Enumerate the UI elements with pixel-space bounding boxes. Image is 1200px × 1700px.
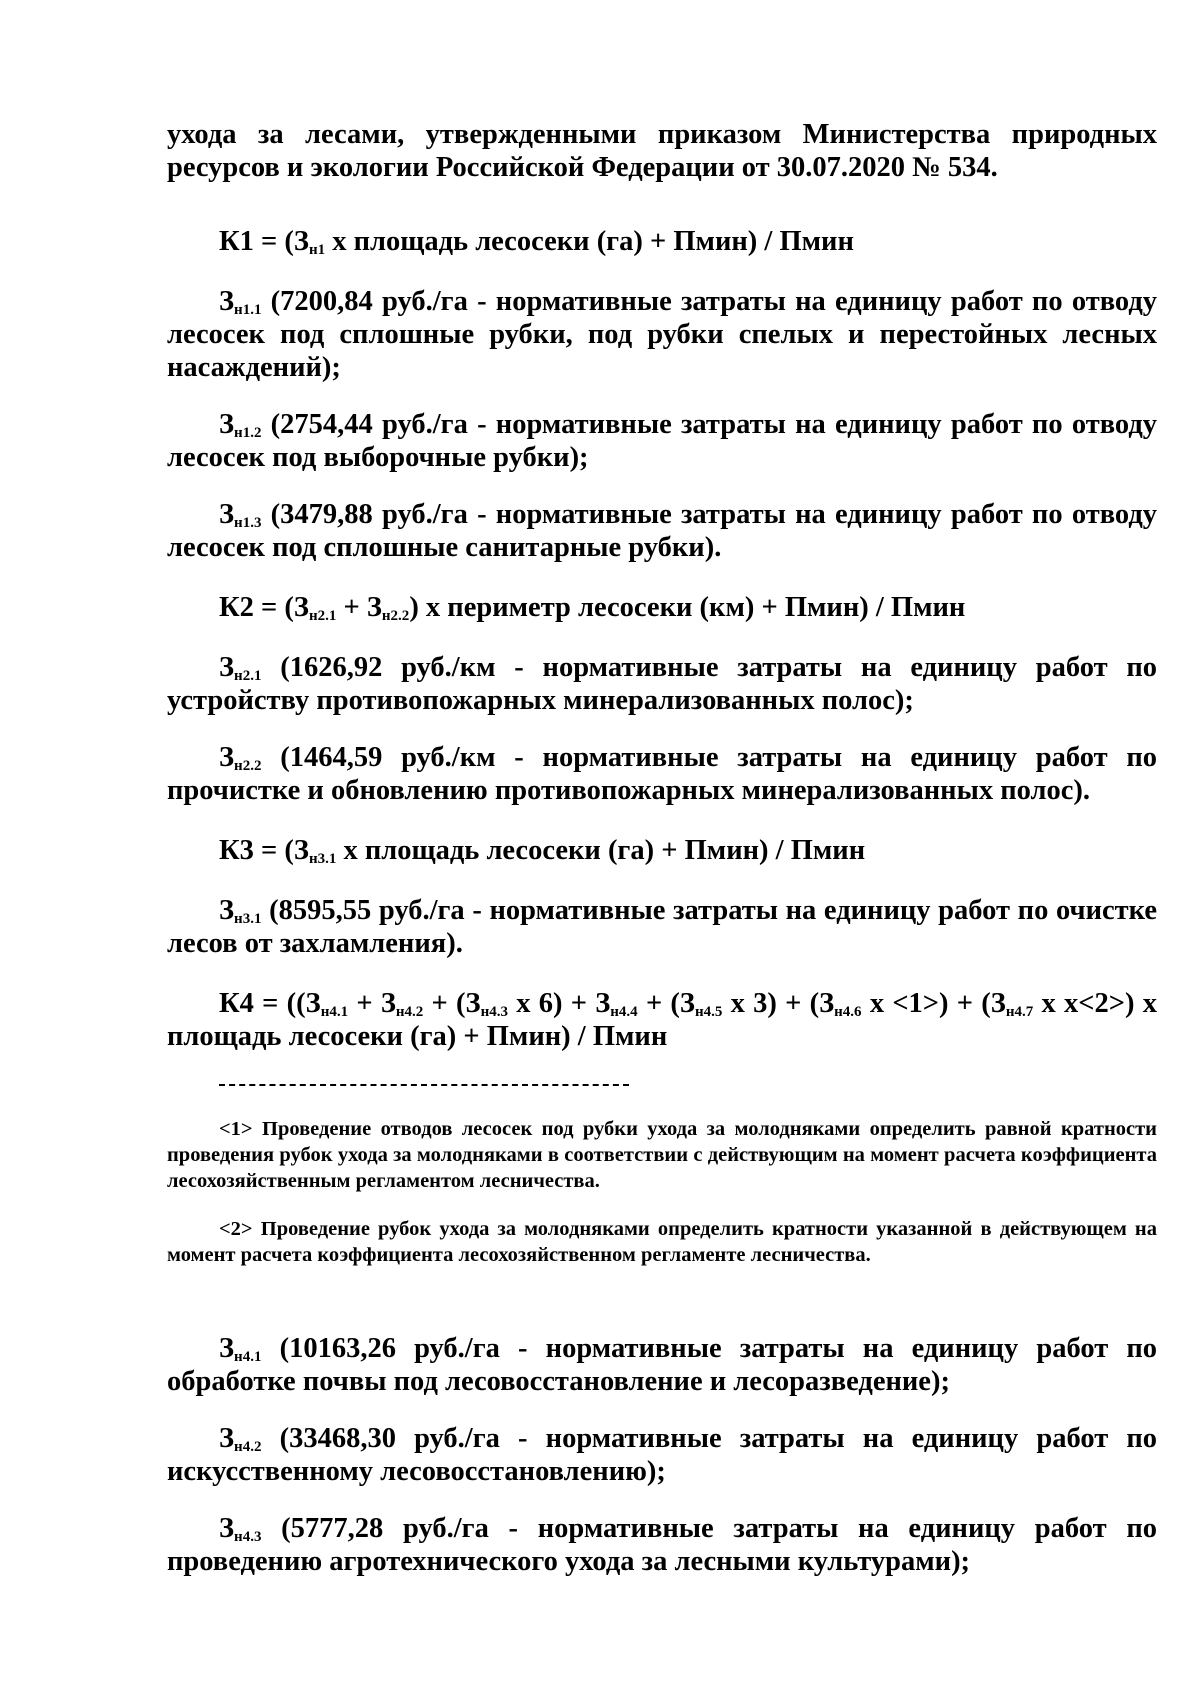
footnote-1: <1> Проведение отводов лесосек под рубки ухода за молодняками определить равной кратности проведения рубок ухода за молодняками в соответствии с действующим на момент расчета коэффициента лесохозяйственным регламентом лесничества.: [167, 1118, 1157, 1192]
document-page: [167, 118, 1157, 1578]
k1-formula: $К1 = (З_{н1}$ х площадь лесосеки (га) + Пмин) / Пмин: [219, 226, 854, 258]
k3-formula: $К3 = (З_{н3.1}$ х площадь лесосеки (га) + Пмин) / Пмин: [219, 835, 866, 867]
footnote-2: <2> Проведение рубок ухода за молодняками определить кратности указанной в действующем на момент расчета коэффициента лесохозяйственном регламенте лесничества.: [167, 1218, 1157, 1266]
zn42-paragraph: $З_{н4.2}$ (33468,30 руб./га - нормативные затраты на единицу работ по искусственному лесовосстановлению);: [167, 1423, 1157, 1487]
zn11-paragraph: $З_{н1.1}$ (7200,84 руб./га - нормативные затраты на единицу работ по отводу лесосек под сплошные рубки, под рубки спелых и перестойных лесных насаждений);: [167, 286, 1157, 383]
intro-paragraph: ухода за лесами, утвержденными приказом Министерства природных ресурсов и экологии Российской Федерации от 30.07.2020 № 534.: [167, 119, 1157, 183]
zn13-paragraph: $З_{н1.3}$ (3479,88 руб./га - нормативные затраты на единицу работ по отводу лесосек под сплошные санитарные рубки).: [167, 499, 1157, 563]
zn43-paragraph: $З_{н4.3}$ (5777,28 руб./га - нормативные затраты на единицу работ по проведению агротехнического ухода за лесными культурами);: [167, 1513, 1157, 1577]
footnote-separator: [219, 1084, 629, 1086]
k4-formula: $К4 = ((З_{н4.1} + З_{н4.2} + (З_{н4.3}$ х $6) + З_{н4.4} + (З_{н4.5}$ х $3) + (З_{н4.6}$ $х <1>) + (З_{н4.7}$ х х<2>) х площадь лесосеки (га) + Пмин) / Пмин: [167, 988, 1157, 1052]
zn12-paragraph: $З_{н1.2}$ (2754,44 руб./га - нормативные затраты на единицу работ по отводу лесосек под выборочные рубки);: [167, 409, 1157, 473]
k2-formula: $К2 = (З_{н2.1} + З_{н2.2})$ х периметр лесосеки (км) + Пмин) / Пмин: [219, 592, 966, 624]
zn41-paragraph: $З_{н4.1}$ (10163,26 руб./га - нормативные затраты на единицу работ по обработке почвы под лесовосстановление и лесоразведение);: [167, 1333, 1157, 1397]
zn22-paragraph: $З_{н2.2}$ (1464,59 руб./км - нормативные затраты на единицу работ по прочистке и обновлению противопожарных минерализованных полос).: [167, 742, 1157, 806]
zn21-paragraph: $З_{н2.1}$ (1626,92 руб./км - нормативные затраты на единицу работ по устройству противопожарных минерализованных полос);: [167, 652, 1157, 716]
zn31-paragraph: $З_{н3.1}$ (8595,55 руб./га - нормативные затраты на единицу работ по очистке лесов от захламления).: [167, 895, 1157, 959]
